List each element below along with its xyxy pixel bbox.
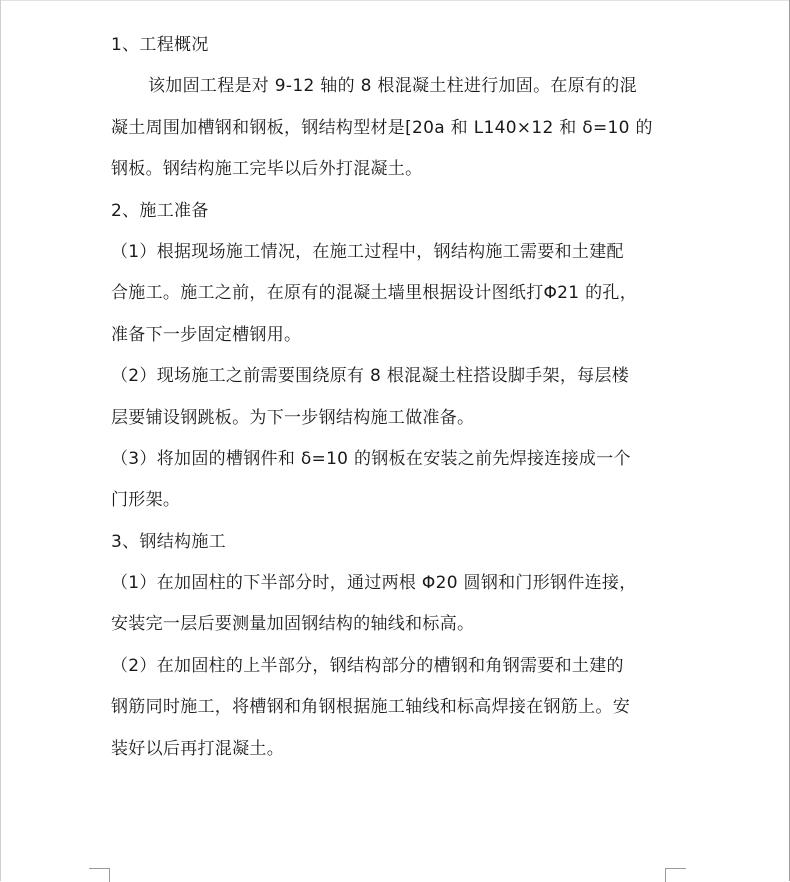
paragraph-line: 安装完一层后要测量加固钢结构的轴线和标高。 (111, 614, 475, 635)
section-heading-3: 3、钢结构施工 (111, 531, 226, 552)
page-corner-mark-left (89, 868, 110, 882)
paragraph-line: 合施工。施工之前，在原有的混凝土墙里根据设计图纸打Φ21 的孔， (111, 283, 638, 304)
paragraph-line: 层要铺设钢跳板。为下一步钢结构施工做准备。 (111, 407, 475, 428)
page-corner-mark-right (665, 868, 686, 882)
paragraph-line: （1）在加固柱的下半部分时，通过两根 Φ20 圆钢和门形钢件连接， (111, 573, 637, 594)
section-heading-1: 1、工程概况 (111, 35, 209, 55)
paragraph-line: 该加固工程是对 9-12 轴的 8 根混凝土柱进行加固。在原有的混 (148, 76, 637, 97)
paragraph-line: （3）将加固的槽钢件和 δ=10 的钢板在安装之前先焊接连接成一个 (111, 448, 631, 469)
paragraph-line: 凝土周围加槽钢和钢板，钢结构型材是[20a 和 L140×12 和 δ=10 的 (111, 117, 653, 138)
paragraph-line: 准备下一步固定槽钢用。 (111, 324, 302, 345)
document-body (111, 33, 671, 762)
paragraph-line: 门形架。 (111, 490, 181, 511)
page-top-border (0, 0, 790, 1)
paragraph-line: （2）在加固柱的上半部分，钢结构部分的槽钢和角钢需要和土建的 (111, 655, 624, 676)
paragraph-line: 钢板。钢结构施工完毕以后外打混凝土。 (111, 159, 423, 180)
paragraph-line: （2）现场施工之前需要围绕原有 8 根混凝土柱搭设脚手架，每层楼 (111, 366, 630, 387)
paragraph-line: （1）根据现场施工情况，在施工过程中，钢结构施工需要和土建配 (111, 241, 624, 262)
paragraph-line: 钢筋同时施工，将槽钢和角钢根据施工轴线和标高焊接在钢筋上。安 (111, 697, 630, 718)
paragraph-line: 装好以后再打混凝土。 (111, 738, 284, 759)
page-left-border (0, 0, 1, 881)
section-heading-2: 2、施工准备 (111, 200, 209, 221)
